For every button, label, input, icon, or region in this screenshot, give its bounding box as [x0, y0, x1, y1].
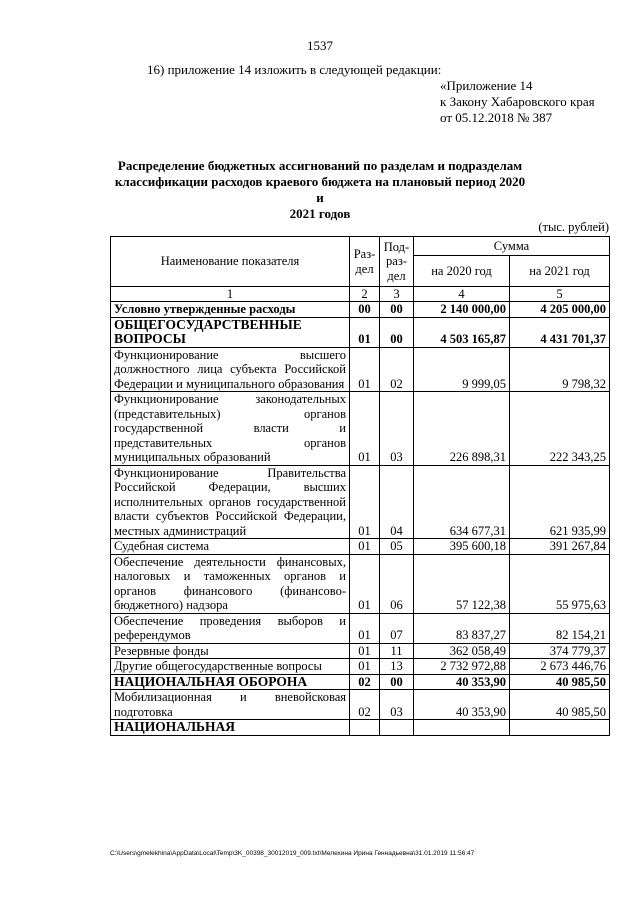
units-label: (тыс. рублей) [538, 220, 609, 234]
row-amount-2020-cell: 83 837,27 [414, 613, 510, 643]
row-subsection-cell: 13 [380, 659, 414, 675]
row-name-cell: Обеспечение проведения выборов и референдумов [111, 613, 350, 643]
header-year-2020: на 2020 год [414, 256, 510, 287]
row-subsection-cell: 07 [380, 613, 414, 643]
appendix-line: к Закону Хабаровского края [440, 94, 595, 109]
row-amount-2021-cell: 55 975,63 [510, 554, 610, 613]
table-row [111, 674, 610, 690]
column-index: 1 [111, 287, 350, 302]
row-subsection-cell: 11 [380, 643, 414, 659]
row-name-cell: Функционирование законодательных (представительных) органов государственной власти и представительных органов муниципальных образований [111, 392, 350, 466]
row-name-cell: Обеспечение деятельности финансовых, налоговых и таможенных органов и органов финансового (финансово-бюджетного) надзора [111, 554, 350, 613]
row-amount-2021-cell: 4 205 000,00 [510, 302, 610, 318]
file-path-footer: C:\Users\gmelekhina\AppData\Local\Temp\3K_00398_30012019_009.txt\Мелехина Ирина Геннадьевна\31.01.2019 11:56:47 [110, 850, 475, 857]
header-subsection-line: раз- [386, 254, 407, 269]
row-amount-2020-cell: 9 999,05 [414, 347, 510, 392]
row-name-cell: Резервные фонды [111, 643, 350, 659]
row-amount-2020-cell: 395 600,18 [414, 539, 510, 555]
row-section-cell: 01 [350, 539, 380, 555]
column-index-row [111, 287, 610, 302]
table-row [111, 317, 610, 347]
row-section-cell: 02 [350, 690, 380, 720]
row-subsection-cell: 00 [380, 302, 414, 318]
header-sum: Сумма [414, 237, 610, 256]
row-amount-2021-cell: 222 343,25 [510, 392, 610, 466]
header-section [350, 237, 380, 287]
row-subsection-cell: 00 [380, 674, 414, 690]
column-index: 2 [350, 287, 380, 302]
table-row [111, 302, 610, 318]
row-section-cell: 01 [350, 643, 380, 659]
row-name-cell: Судебная система [111, 539, 350, 555]
table-row [111, 539, 610, 555]
row-amount-2020-cell: 634 677,31 [414, 465, 510, 539]
row-section-cell: 01 [350, 317, 380, 347]
row-name-cell: НАЦИОНАЛЬНАЯ ОБОРОНА [111, 674, 350, 690]
appendix-line: от 05.12.2018 № 387 [440, 110, 553, 125]
row-subsection-cell: 03 [380, 392, 414, 466]
table-row [111, 347, 610, 392]
title-line: классификации расходов краевого бюджета на плановый период 2020 и [114, 174, 526, 205]
intro-text: 16) приложение 14 изложить в следующей редакции: [147, 62, 442, 77]
title-line: 2021 годов [289, 206, 351, 221]
document-title [110, 158, 530, 222]
row-amount-2021-cell: 621 935,99 [510, 465, 610, 539]
row-amount-2021-cell: 374 779,37 [510, 643, 610, 659]
table-row [111, 613, 610, 643]
row-section-cell: 02 [350, 674, 380, 690]
row-section-cell: 01 [350, 392, 380, 466]
title-line: Распределение бюджетных ассигнований по разделам и подразделам [117, 158, 523, 173]
table-row [111, 720, 610, 736]
row-amount-2020-cell: 2 732 972,88 [414, 659, 510, 675]
table-header-row [111, 237, 610, 256]
appendix-line: «Приложение 14 [440, 78, 533, 93]
row-section-cell: 00 [350, 302, 380, 318]
table-row [111, 643, 610, 659]
column-index: 4 [414, 287, 510, 302]
header-subsection-line: дел [387, 268, 406, 283]
row-amount-2021-cell: 391 267,84 [510, 539, 610, 555]
appendix-reference [440, 78, 595, 126]
row-amount-2021-cell: 2 673 446,76 [510, 659, 610, 675]
row-section-cell: 01 [350, 347, 380, 392]
table-row [111, 392, 610, 466]
row-amount-2021-cell: 4 431 701,37 [510, 317, 610, 347]
table-row [111, 659, 610, 675]
row-section-cell: 01 [350, 554, 380, 613]
header-year-2021: на 2021 год [510, 256, 610, 287]
row-amount-2021-cell [510, 720, 610, 736]
header-subsection [380, 237, 414, 287]
row-name-cell: НАЦИОНАЛЬНАЯ [111, 720, 350, 736]
header-section-line: Раз- [353, 247, 376, 261]
budget-table [110, 236, 610, 736]
row-subsection-cell: 03 [380, 690, 414, 720]
row-name-cell: Функционирование высшего должностного лица субъекта Российской Федерации и муниципального образования [111, 347, 350, 392]
row-amount-2020-cell: 2 140 000,00 [414, 302, 510, 318]
row-amount-2020-cell: 40 353,90 [414, 690, 510, 720]
row-subsection-cell: 00 [380, 317, 414, 347]
header-section-line: дел [355, 261, 374, 276]
row-name-cell: Другие общегосударственные вопросы [111, 659, 350, 675]
row-section-cell: 01 [350, 659, 380, 675]
row-amount-2021-cell: 82 154,21 [510, 613, 610, 643]
header-subsection-line: Под- [383, 239, 410, 254]
row-section-cell [350, 720, 380, 736]
row-name-cell: Условно утвержденные расходы [111, 302, 350, 318]
column-index: 5 [510, 287, 610, 302]
row-amount-2021-cell: 40 985,50 [510, 690, 610, 720]
row-amount-2021-cell: 40 985,50 [510, 674, 610, 690]
header-name: Наименование показателя [111, 237, 350, 287]
row-amount-2020-cell: 40 353,90 [414, 674, 510, 690]
table-row [111, 554, 610, 613]
row-subsection-cell: 05 [380, 539, 414, 555]
page-number: 1537 [307, 38, 333, 53]
table-row [111, 690, 610, 720]
row-amount-2020-cell: 362 058,49 [414, 643, 510, 659]
row-section-cell: 01 [350, 613, 380, 643]
column-index: 3 [380, 287, 414, 302]
row-amount-2020-cell: 4 503 165,87 [414, 317, 510, 347]
row-subsection-cell: 06 [380, 554, 414, 613]
row-name-cell: ОБЩЕГОСУДАРСТВЕННЫЕ ВОПРОСЫ [111, 317, 350, 347]
row-name-cell: Функционирование Правительства Российской Федерации, высших исполнительных органов государственной власти субъектов Российской Федерации, местных администраций [111, 465, 350, 539]
row-amount-2020-cell: 226 898,31 [414, 392, 510, 466]
row-amount-2020-cell: 57 122,38 [414, 554, 510, 613]
row-section-cell: 01 [350, 465, 380, 539]
row-name-cell: Мобилизационная и вневойсковая подготовка [111, 690, 350, 720]
row-subsection-cell [380, 720, 414, 736]
row-amount-2021-cell: 9 798,32 [510, 347, 610, 392]
row-subsection-cell: 04 [380, 465, 414, 539]
row-subsection-cell: 02 [380, 347, 414, 392]
table-row [111, 465, 610, 539]
row-amount-2020-cell [414, 720, 510, 736]
